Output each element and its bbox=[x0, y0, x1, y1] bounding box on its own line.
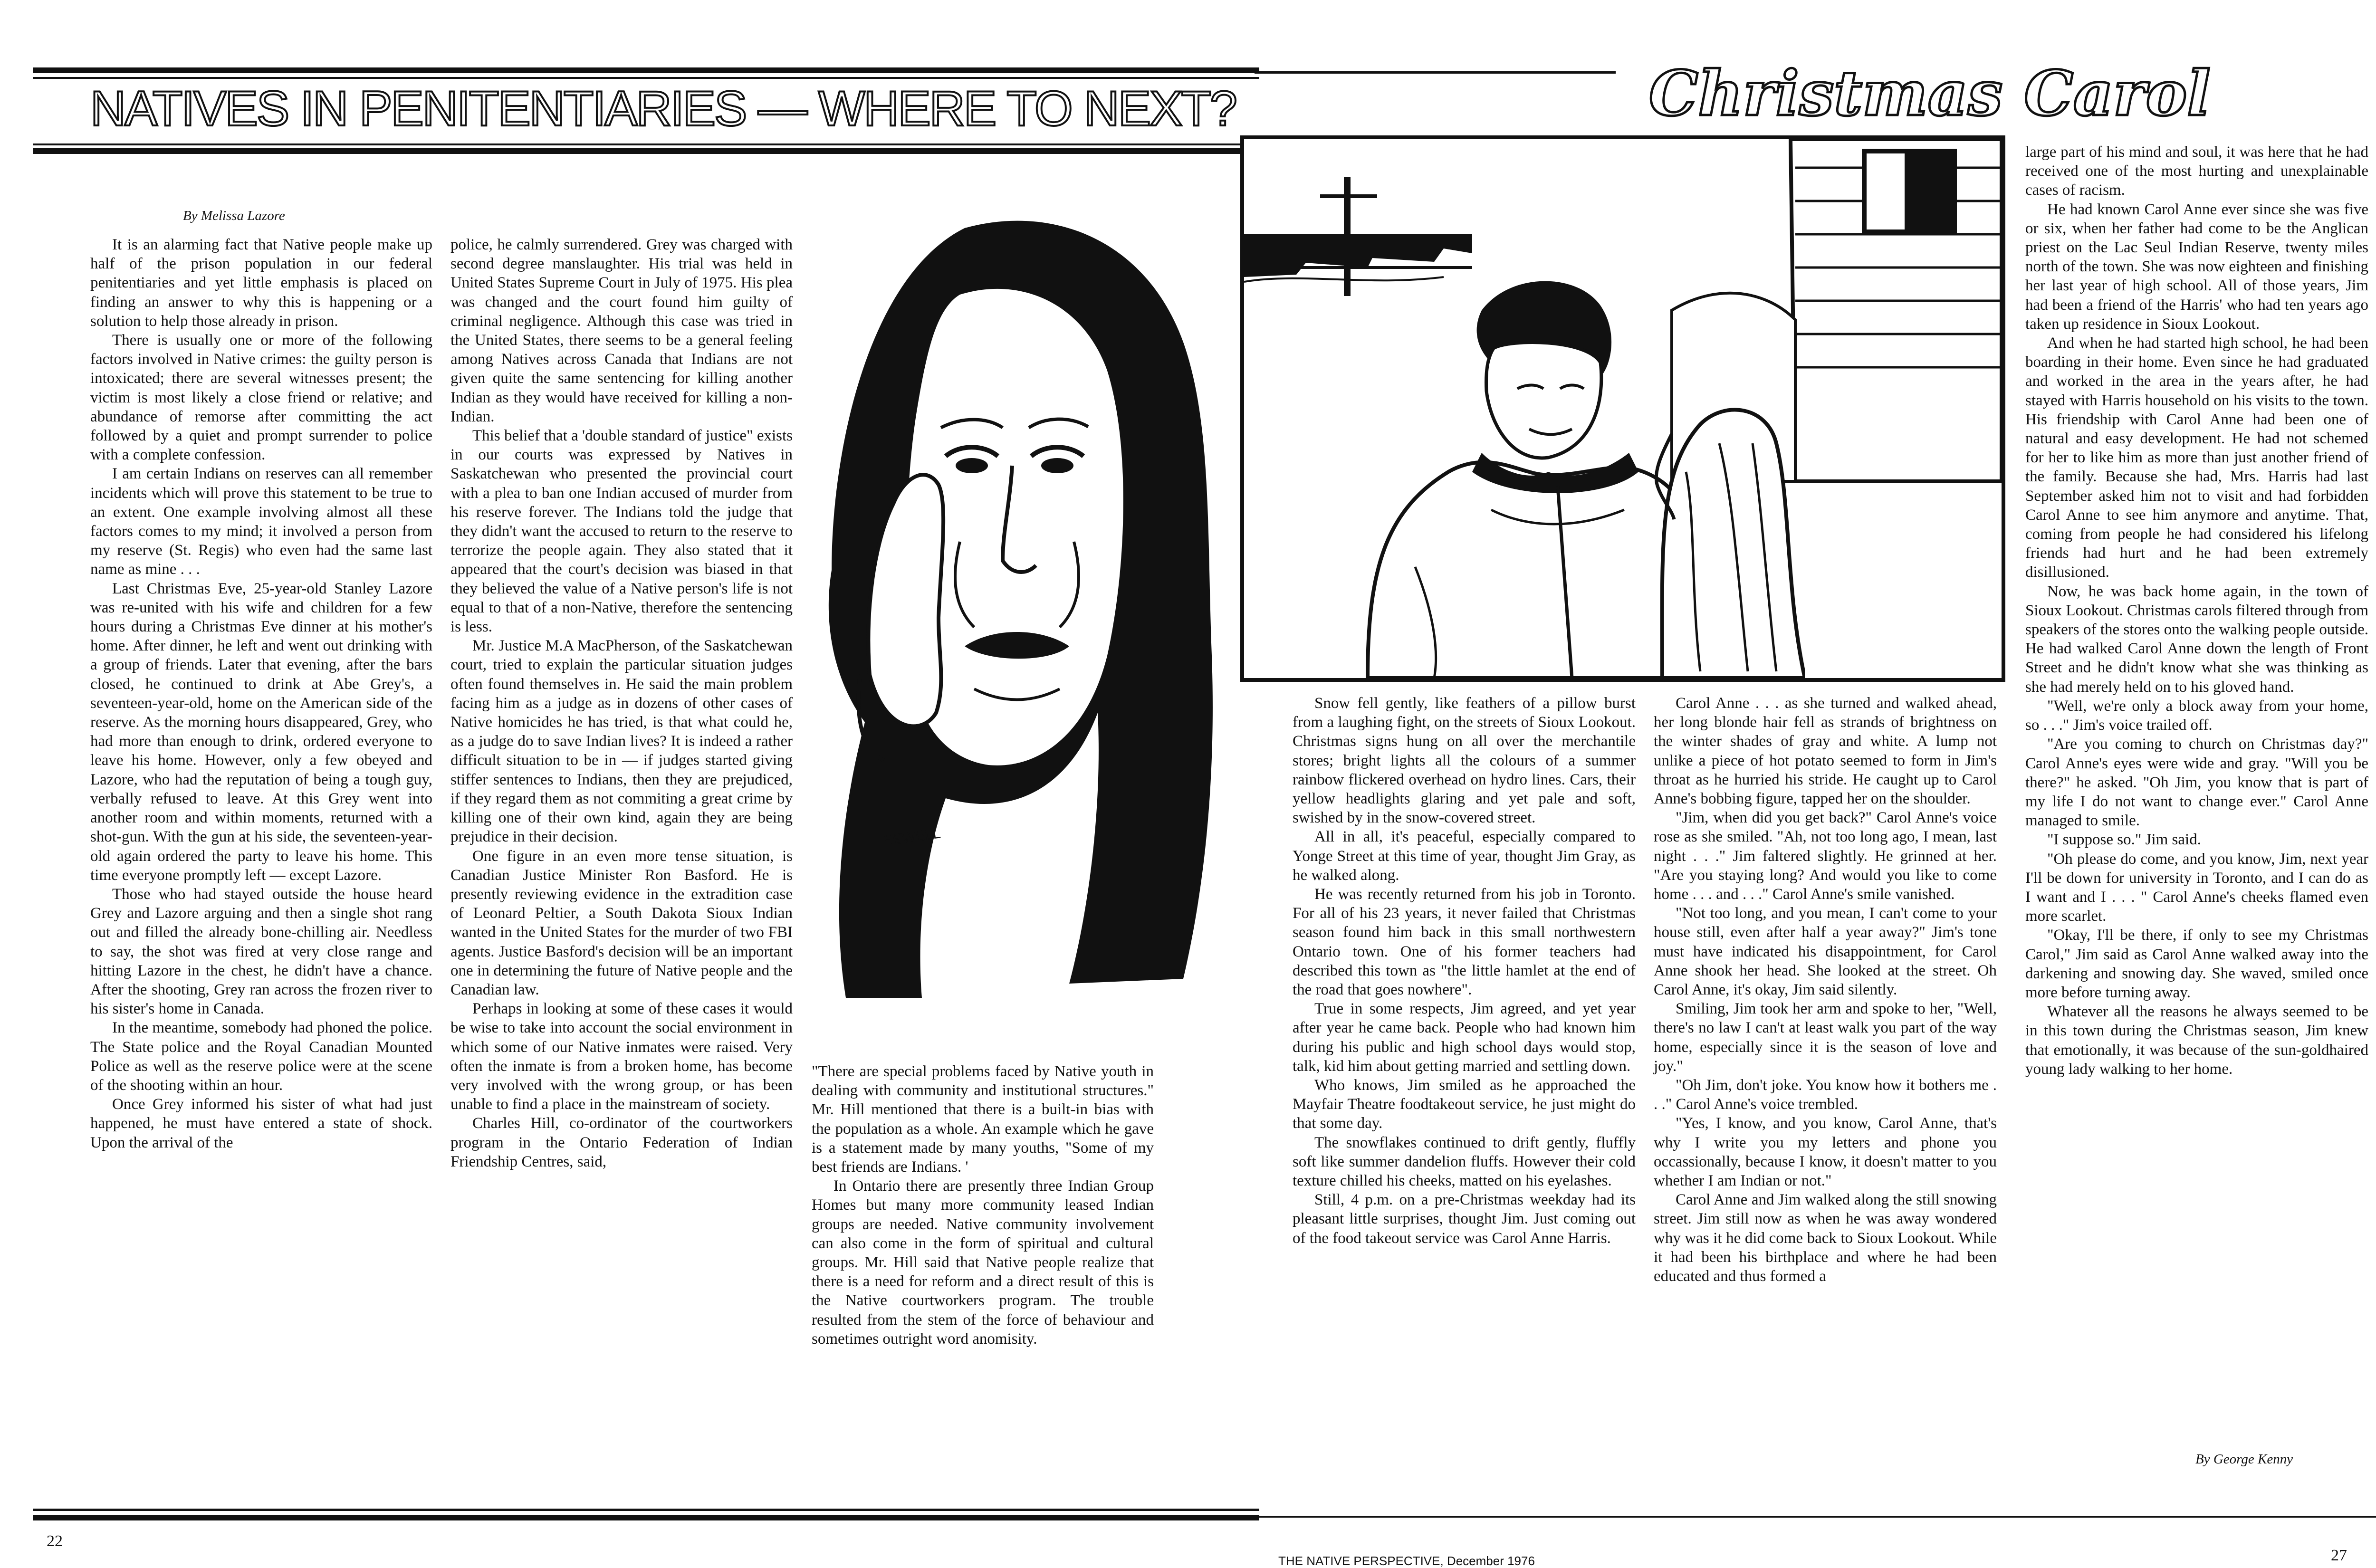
paragraph: "Well, we're only a block away from your home, so . . ." Jim's voice trailed off. bbox=[2025, 697, 2368, 734]
paragraph: "I suppose so." Jim said. bbox=[2047, 831, 2201, 849]
paragraph: There is usually one or more of the following factors involved in Native crimes: the guilty person is intoxicated; there are several witnesses present; the victim is most likely a close friend or relative; and abundance of remorse after committing the act followed by a quiet and prompt surrender to police with a complete confession. bbox=[90, 332, 432, 464]
byline-left: By Melissa Lazore bbox=[183, 208, 285, 223]
bottom-rule-left-thick bbox=[33, 1515, 1259, 1520]
paragraph: And when he had started high school, he had been boarding in their home. Even since he had graduated and worked in the area in the years after, he had stayed with Harris household on his visits to the town. His friendship with Carol Anne had been one of natural and easy development. He had not schemed for her to like him as more than just another friend of the family. Because she had, Mrs. Harris had last September asked him not to visit and had forbidden Carol Anne to see him anymore and anytime. That, coming from people he had considered his lifelong friends had hurt and he had been extremely disillusioned. bbox=[2025, 335, 2368, 581]
paragraph: "Jim, when did you get back?" Carol Anne's voice rose as she smiled. "Ah, not too long ago, I mean, last night . . ." Jim faltered slightly. He grinned at her. "Are you staying long? And would you like to come home . . . and . . ." Carol Anne's smile vanished. bbox=[1654, 809, 1997, 903]
paragraph: "Okay, I'll be there, if only to see my Christmas Carol," Jim said as Carol Anne walked away into the darkening and snowing day. She waved, smiled once more before turning away. bbox=[2025, 927, 2368, 1001]
paragraph: Those who had stayed outside the house heard Grey and Lazore arguing and then a single shot rang out and filled the already bone-chilling air. Needless to say, the shot was fired at very close range and hitting Lazore in the chest, he didn't have a chance. After the shooting, Grey ran across the frozen river to his sister's home in Canada. bbox=[90, 885, 432, 1018]
paragraph: Last Christmas Eve, 25-year-old Stanley Lazore was re-united with his wife and children for a few hours during a Christmas Eve dinner at his mother's home. After dinner, he left and went out drinking with a group of friends. Later that evening, after the bars closed, he continued to drink at Abe Grey's, a seventeen-year-old, home on the American side of the reserve. As the morning hours disappeared, Grey, who had more than enough to drink, ordered everyone to leave his home. However, only a few obeyed and Lazore, who had the reputation of being a tough guy, verbally refused to leave. At this Grey went into another room and within moments, returned with a shot-gun. With the gun at his side, the seventeen-year-old again ordered the party to leave his home. This time everyone promptly left — except Lazore. bbox=[90, 580, 432, 884]
paragraph: Charles Hill, co-ordinator of the courtworkers program in the Ontario Federation of Indian Friendship Centres, said, bbox=[450, 1115, 793, 1170]
paragraph: In Ontario there are presently three Indian Group Homes but many more community leased Indian groups are needed. Native community involvement can also come in the form of spiritual and cultural groups. Mr. Hill said that Native people realize that there is a need for reform and a direct result of this is the Native courtworkers program. The trouble resulted from the stem of the force of behaviour and sometimes outright word anomisity. bbox=[812, 1177, 1154, 1348]
artist-signature: SEWELL bbox=[882, 825, 942, 849]
paragraph: One figure in an even more tense situation, is Canadian Justice Minister Ron Basford. He is presently reviewing evidence in the extradition case of Leonard Peltier, a South Dakota Sioux Indian wanted in the United States for the murder of two FBI agents. Justice Basford's decision will be an important one in determining the future of Native people and the Canadian law. bbox=[450, 847, 793, 998]
paragraph: I am certain Indians on reserves can all remember incidents which will prove this statement to be true to an extent. One example involving almost all these factors comes to my mind; it involved a person from my reserve (St. Regis) who even had the same last name as mine . . . bbox=[90, 465, 432, 578]
article-column-1 bbox=[90, 235, 432, 1152]
paragraph: He had known Carol Anne ever since she was five or six, when her father had come to be the Anglican priest on the Lac Seul Indian Reserve, twenty miles north of the town. She was now eighteen and finishing her last year of high school. All of those years, Jim had been a friend of the Harris' who had ten years ago taken up residence in Sioux Lookout. bbox=[2025, 201, 2368, 333]
paragraph: Once Grey informed his sister of what had just happened, he must have entered a state of shock. Upon the arrival of the bbox=[90, 1096, 432, 1151]
top-rule-left bbox=[33, 67, 1259, 73]
paragraph: Whatever all the reasons he always seemed to be in this town during the Christmas season, Jim knew that emotionally, it was because of the sun-goldhaired young lady walking to her home. bbox=[2025, 1003, 2368, 1078]
paragraph: Perhaps in looking at some of these cases it would be wise to take into account the social environment in which some of our Native inmates were raised. Very often the inmate is from a broken home, has become very involved with the wrong group, or has been unable to find a place in the mainstream of society. bbox=[450, 1000, 793, 1113]
paragraph: Snow fell gently, like feathers of a pillow burst from a laughing fight, on the streets of Sioux Lookout. Christmas signs hung on all over the merchantile stores; bright lights all the colours of a summer rainbow flickered overhead on hydro lines. Cars, their yellow headlights glaring and yet pale and soft, swished by in the snow-covered street. bbox=[1293, 695, 1636, 827]
paragraph: police, he calmly surrendered. Grey was charged with second degree manslaughter. His trial was held in United States Supreme Court in July of 1975. His plea was changed and the court found him guilty of criminal negligence. Although this case was tried in the United States, there seems to be a general feeling among Natives across Canada that Indians are not given quite the same sentencing for killing another Indian as they would have received for killing a non-Indian. bbox=[450, 236, 793, 425]
page-number-right: 27 bbox=[2331, 1547, 2347, 1564]
article-column-3 bbox=[812, 1062, 1154, 1348]
paragraph: Carol Anne and Jim walked along the still snowing street. Jim still now as when he was away wondered why was it he did come back to Sioux Lookout. While it had been his birthplace and where he had been educated and thus formed a bbox=[1654, 1191, 1997, 1285]
bottom-rule-right bbox=[1255, 1516, 2376, 1518]
story-column-3 bbox=[2025, 143, 2368, 1079]
article-headline: NATIVES IN PENITENTIARIES — WHERE TO NEXT? bbox=[90, 81, 1236, 136]
paragraph: Who knows, Jim smiled as he approached the Mayfair Theatre foodtakeout service, he just might do that some day. bbox=[1293, 1077, 1636, 1132]
paragraph: Still, 4 p.m. on a pre-Christmas weekday had its pleasant little surprises, thought Jim. Just coming out of the food takeout service was Carol Anne Harris. bbox=[1293, 1191, 1636, 1247]
paragraph: Mr. Justice M.A MacPherson, of the Saskatchewan court, tried to explain the particular situation judges often found themselves in. He said the main problem facing him as a judge as in dozens of other cases of Native homicides he has tried, is that what could he, as a judge do to save Indian lives? It is indeed a rather difficult situation to be in — if judges started giving stiffer sentences to Indians, then they are prejudiced, if they regard them as not commiting a great crime by killing one of their own kind, again they are being prejudice in their decision. bbox=[450, 637, 793, 846]
story-column-1 bbox=[1293, 694, 1636, 1248]
headline-underline-left bbox=[33, 143, 1259, 145]
paragraph: All in all, it's peaceful, especially compared to Yonge Street at this time of year, thought Jim Gray, as he walked along. bbox=[1293, 828, 1636, 884]
byline-right: By George Kenny bbox=[2195, 1452, 2293, 1467]
paragraph: He was recently returned from his job in Toronto. For all of his 23 years, it never failed that Christmas season found him back in this small northwestern Ontario town. One of his former teachers had described this town as "the little hamlet at the end of the road that goes nowhere". bbox=[1293, 886, 1636, 999]
paragraph: The snowflakes continued to drift gently, fluffly soft like summer dandelion fluffs. However their cold texture chilled his cheeks, matted on his eyelashes. bbox=[1293, 1134, 1636, 1190]
paragraph: In the meantime, somebody had phoned the police. The State police and the Royal Canadian Mounted Police as well as the reserve police were at the scene of the shooting within an hour. bbox=[90, 1019, 432, 1094]
story-illustration bbox=[1244, 139, 2002, 678]
paragraph: "Oh please do come, and you know, Jim, next year I'll be down for university in Toronto, and I can do as I want and I . . . " Carol Anne's cheeks flamed even more scarlet. bbox=[2025, 850, 2368, 925]
article-column-2 bbox=[450, 235, 793, 1171]
top-rule-left-thin bbox=[33, 77, 1259, 79]
paragraph: True in some respects, Jim agreed, and yet year after year he came back. People who had known him during his public and high school days would stop, talk, kid him about getting married and settling down. bbox=[1293, 1000, 1636, 1075]
paragraph: "There are special problems faced by Native youth in dealing with community and institutional structures." Mr. Hill mentioned that there is a built-in bias with the population as a whole. An example which he gave is a statement made by many youths, "Some of my best friends are Indians. ' bbox=[812, 1063, 1154, 1176]
paragraph: Now, he was back home again, in the town of Sioux Lookout. Christmas carols filtered through from speakers of the stores onto the walking people outside. He had walked Carol Anne down the length of Front Street and he didn't know what she was thinking as she had merely held on to his gloved hand. bbox=[2025, 583, 2368, 696]
paragraph: Smiling, Jim took her arm and spoke to her, "Well, there's no law I can't at least walk you part of the way home, especially since it is the season of love and joy." bbox=[1654, 1000, 1997, 1075]
portrait-illustration bbox=[803, 200, 1240, 1017]
paragraph: "Oh Jim, don't joke. You know how it bothers me . . ." Carol Anne's voice trembled. bbox=[1654, 1077, 1997, 1113]
paragraph: Carol Anne . . . as she turned and walked ahead, her long blonde hair fell as strands of brightness on the winter shades of gray and white. A lump not unlike a piece of hot potato seemed to form in Jim's throat as he hurried his stride. He caught up to Carol Anne's bobbing figure, tapped her on the shoulder. bbox=[1654, 695, 1997, 808]
story-headline: Christmas Carol bbox=[1649, 57, 2211, 130]
story-column-2 bbox=[1654, 694, 1997, 1286]
paragraph: "Are you coming to church on Christmas day?" Carol Anne's eyes were wide and gray. "Will you be there?" he asked. "Oh Jim, you know that is part of my life I do not want to change ever." Carol Anne managed to smile. bbox=[2025, 736, 2368, 830]
paragraph: "Not too long, and you mean, I can't come to your house still, even after half a year away?" Jim's tone must have indicated his disappointment, for Carol Anne shook her head. She looked at the street. Oh Carol Anne, it's okay, Jim said silently. bbox=[1654, 905, 1997, 999]
bottom-rule-left bbox=[33, 1509, 1259, 1511]
paragraph: It is an alarming fact that Native people make up half of the prison population in our federal penitentiaries and yet little emphasis is placed on finding an answer to why this is happening or a solution to help those already in prison. bbox=[90, 236, 432, 330]
paragraph: large part of his mind and soul, it was here that he had received one of the most hurting and unexplainable cases of racism. bbox=[2025, 143, 2368, 199]
top-rule-right bbox=[1255, 71, 1616, 74]
publication-footer: THE NATIVE PERSPECTIVE, December 1976 bbox=[1278, 1554, 1535, 1568]
paragraph: "Yes, I know, and you know, Carol Anne, that's why I write you my letters and phone you occassionally, because I know, it doesn't matter to you whether I am Indian or not." bbox=[1654, 1115, 1997, 1190]
headline-underline-left-thick bbox=[33, 148, 1259, 154]
paragraph: This belief that a 'double standard of justice" exists in our courts was expressed by Natives in Saskatchewan who presented the provincial court with a plea to ban one Indian accused of murder from his reserve forever. The Indians told the judge that they didn't want the accused to return to the reserve to terrorize the people again. They also stated that it appeared that the court's decision was biased in that they believed the value of a Native person's life is not equal to that of a non-Native, therefore the sentencing is less. bbox=[450, 427, 793, 636]
page-number-left: 22 bbox=[47, 1532, 63, 1550]
story-illustration-frame bbox=[1240, 135, 2005, 682]
